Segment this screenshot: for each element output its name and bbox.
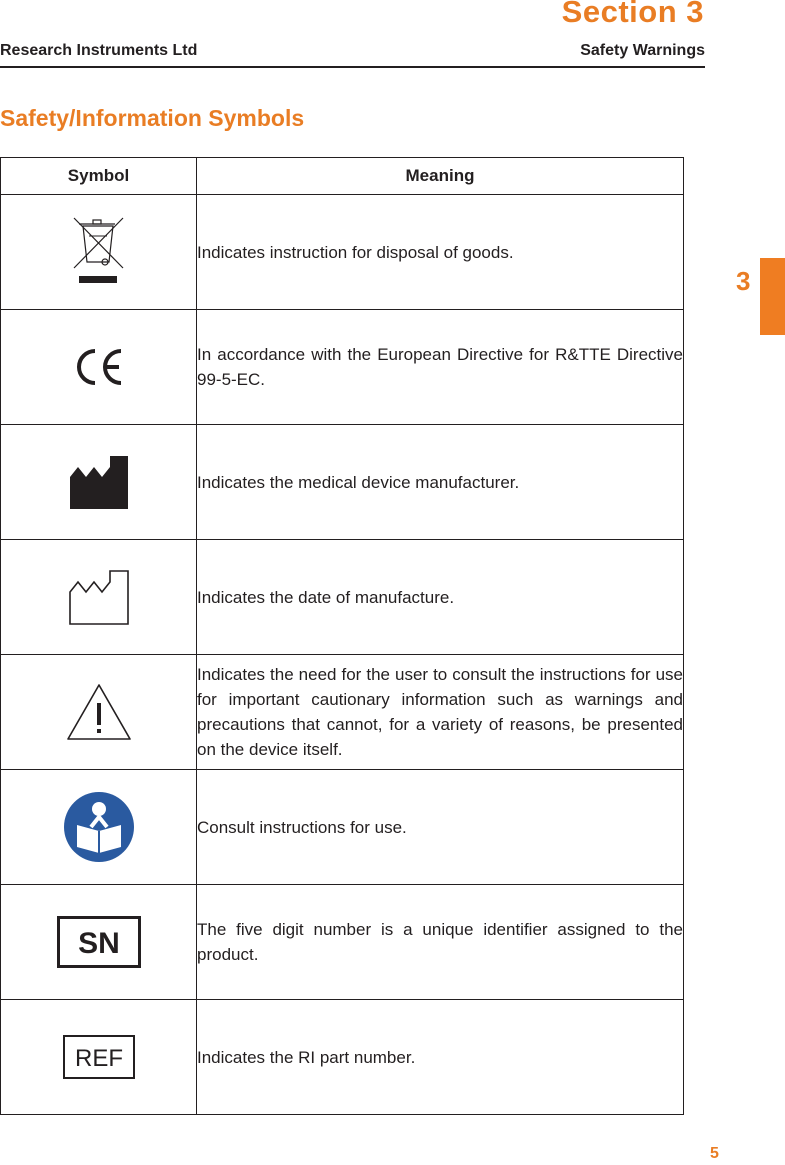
table-row bbox=[1, 310, 684, 425]
table-row bbox=[1, 540, 684, 655]
meaning-cell: Indicates the medical device manufacturer. bbox=[197, 425, 684, 540]
consult-instructions-icon bbox=[63, 791, 135, 863]
meaning-cell: Indicates the date of manufacture. bbox=[197, 540, 684, 655]
serial-number-label: SN bbox=[77, 927, 120, 960]
header-divider bbox=[0, 66, 705, 68]
page-title: Safety/Information Symbols bbox=[0, 105, 305, 131]
section-tab-number: 3 bbox=[736, 266, 751, 296]
column-header-symbol: Symbol bbox=[1, 158, 197, 195]
table-row bbox=[1, 195, 684, 310]
chapter-title: Safety Warnings bbox=[580, 42, 705, 59]
manufacturer-icon bbox=[68, 453, 130, 511]
symbol-cell bbox=[1, 1000, 197, 1115]
table-row bbox=[1, 885, 684, 1000]
caution-triangle-icon bbox=[66, 683, 132, 741]
table-row bbox=[1, 655, 684, 770]
symbol-cell bbox=[1, 425, 197, 540]
meaning-cell: In accordance with the European Directive for R&TTE Directive 99-5-EC. bbox=[197, 310, 684, 425]
reference-number-label: REF bbox=[74, 1045, 123, 1072]
meaning-cell: The five digit number is a unique identifier assigned to the product. bbox=[197, 885, 684, 1000]
page-number: 5 bbox=[710, 1145, 719, 1162]
column-header-meaning: Meaning bbox=[197, 158, 684, 195]
section-title: Section 3 bbox=[561, 0, 704, 29]
weee-crossed-bin-icon bbox=[69, 216, 129, 288]
symbols-table bbox=[0, 157, 684, 1115]
serial-number-icon bbox=[57, 916, 141, 968]
reference-number-icon bbox=[63, 1035, 135, 1079]
symbol-cell bbox=[1, 655, 197, 770]
symbol-cell bbox=[1, 770, 197, 885]
symbol-cell bbox=[1, 885, 197, 1000]
company-name: Research Instruments Ltd bbox=[0, 42, 198, 59]
symbol-cell bbox=[1, 195, 197, 310]
table-row bbox=[1, 770, 684, 885]
meaning-cell: Consult instructions for use. bbox=[197, 770, 684, 885]
table-row bbox=[1, 1000, 684, 1115]
symbol-cell bbox=[1, 310, 197, 425]
meaning-cell: Indicates instruction for disposal of goods. bbox=[197, 195, 684, 310]
table-header-row bbox=[1, 158, 684, 195]
meaning-cell: Indicates the need for the user to consult the instructions for use for important cautionary information such as warnings and precautions that cannot, for a variety of reasons, be presented on the device itself. bbox=[197, 655, 684, 770]
section-tab bbox=[760, 258, 785, 335]
symbol-cell bbox=[1, 540, 197, 655]
table-row bbox=[1, 425, 684, 540]
meaning-cell: Indicates the RI part number. bbox=[197, 1000, 684, 1115]
ce-mark-icon bbox=[71, 347, 127, 387]
date-of-manufacture-icon bbox=[68, 568, 130, 626]
